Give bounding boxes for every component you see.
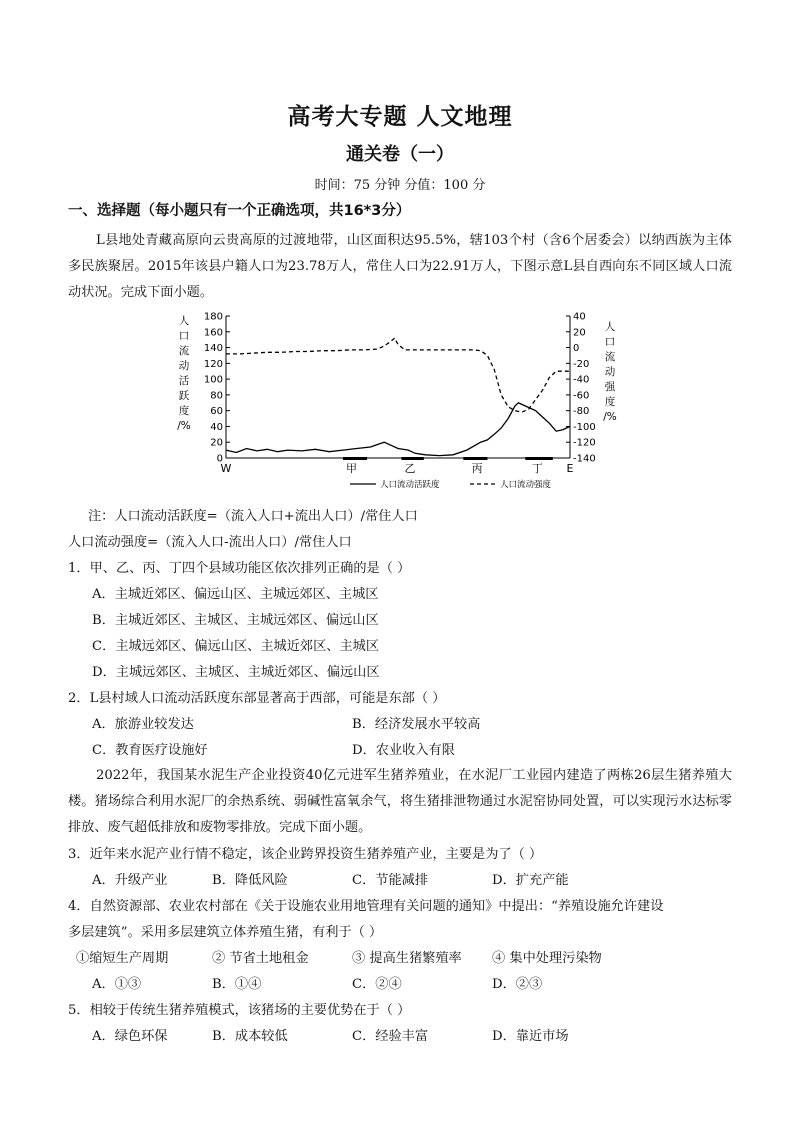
right-tick-label: -20 bbox=[573, 358, 590, 370]
x-axis-label: 甲 bbox=[346, 462, 358, 475]
left-axis-title-char: /% bbox=[177, 420, 191, 432]
q2-option-c[interactable]: C．教育医疗设施好 bbox=[92, 743, 208, 758]
right-tick-label: -100 bbox=[573, 421, 596, 433]
q4-item-4: ④ 集中处理污染物 bbox=[492, 951, 602, 966]
series-activity-line bbox=[226, 403, 570, 456]
right-axis-title-char: 人 bbox=[604, 321, 616, 333]
left-tick-label: 140 bbox=[203, 343, 223, 355]
q3-option-b[interactable]: B．降低风险 bbox=[212, 873, 288, 888]
question-4-line-2: 多层建筑”。采用多层建筑立体养殖生猪，有利于（ ） bbox=[68, 925, 383, 940]
left-tick-label: 160 bbox=[203, 327, 223, 339]
right-tick-label: -120 bbox=[573, 437, 596, 449]
zone-bar bbox=[343, 457, 367, 460]
legend-label-strength: 人口流动强度 bbox=[500, 480, 552, 490]
zone-bar bbox=[401, 457, 423, 460]
q4-item-3: ③ 提高生猪繁殖率 bbox=[352, 951, 462, 966]
right-axis-title-char: 度 bbox=[604, 396, 616, 408]
series-strength-line bbox=[226, 338, 570, 412]
q1-option-a[interactable]: A．主城近郊区、偏远山区、主城远郊区、主城区 bbox=[92, 587, 379, 602]
x-axis-label: 丙 bbox=[471, 462, 483, 475]
right-tick-label: -40 bbox=[573, 374, 590, 386]
right-tick-label: -60 bbox=[573, 390, 590, 402]
right-axis-title-char: 口 bbox=[604, 336, 616, 348]
left-tick-label: 180 bbox=[203, 311, 223, 323]
question-3: 3．近年来水泥产业行情不稳定，该企业跨界投资生猪养殖产业，主要是为了（ ） bbox=[68, 847, 543, 862]
page-subtitle: 通关卷（一） bbox=[346, 144, 454, 165]
q5-option-d[interactable]: D．靠近市场 bbox=[492, 1029, 569, 1044]
zone-bar bbox=[463, 457, 487, 460]
left-axis-title-char: 人 bbox=[178, 315, 190, 327]
q2-option-b[interactable]: B．经济发展水平较高 bbox=[352, 717, 481, 732]
x-axis-labels bbox=[221, 462, 574, 475]
passage-1: L县地处青藏高原向云贵高原的过渡地带，山区面积达95.5%，辖103个村（含6个居委会）以纳西族为主体多民族聚居。2015年该县户籍人口为23.78万人，常住人口为22.91万人，下图示意L县自西向东不同区域人口流动状况。完成下面小题。 bbox=[68, 233, 732, 300]
right-axis-title-char: 流 bbox=[604, 351, 616, 363]
q4-item-1: ①缩短生产周期 bbox=[76, 951, 169, 966]
left-axis-title-char: 活 bbox=[178, 375, 190, 387]
q5-option-a[interactable]: A．绿色环保 bbox=[92, 1029, 168, 1044]
right-axis-title-char: 强 bbox=[604, 381, 616, 393]
left-tick-label: 80 bbox=[210, 390, 223, 402]
left-axis-title-char: 动 bbox=[178, 360, 190, 372]
q4-item-2: ② 节省土地租金 bbox=[212, 951, 309, 966]
left-axis-title bbox=[177, 314, 191, 432]
note-strength-formula: 人口流动强度=（流入人口-流出人口）/常住人口 bbox=[68, 535, 352, 550]
left-axis-title-char: 口 bbox=[178, 330, 190, 342]
right-tick-label: -140 bbox=[573, 453, 596, 465]
x-axis-label: 丁 bbox=[531, 462, 543, 475]
zone-bar bbox=[525, 457, 553, 460]
x-axis-label: W bbox=[220, 462, 232, 475]
right-axis-title bbox=[603, 320, 617, 423]
page-title: 高考大专题 人文地理 bbox=[287, 104, 513, 130]
x-axis-label: 乙 bbox=[404, 462, 416, 475]
q2-option-a[interactable]: A．旅游业较发达 bbox=[92, 717, 194, 732]
q1-option-d[interactable]: D．主城远郊区、主城区、主城近郊区、偏远山区 bbox=[92, 665, 380, 680]
chart-legend bbox=[350, 479, 552, 490]
q4-option-a[interactable]: A．①③ bbox=[92, 977, 142, 992]
legend-label-activity: 人口流动活跃度 bbox=[380, 480, 440, 490]
exam-meta: 时间：75 分钟 分值：100 分 bbox=[314, 178, 486, 193]
right-tick-label: 20 bbox=[573, 327, 586, 339]
left-tick-label: 60 bbox=[210, 406, 223, 418]
x-axis-label: E bbox=[566, 462, 574, 475]
left-tick-label: 100 bbox=[203, 374, 223, 386]
question-4-line-1: 4．自然资源部、农业农村部在《关于设施农业用地管理有关问题的通知》中提出：“养殖设施允许建设 bbox=[68, 899, 664, 914]
right-tick-label: 0 bbox=[573, 343, 580, 355]
q3-option-d[interactable]: D．扩充产能 bbox=[492, 873, 569, 888]
question-2: 2．L县村域人口流动活跃度东部显著高于西部，可能是东部（ ） bbox=[68, 691, 446, 706]
left-axis-title-char: 度 bbox=[178, 405, 190, 417]
left-tick-label: 120 bbox=[203, 358, 223, 370]
right-tick-label: -80 bbox=[573, 406, 590, 418]
right-axis-title-char: 动 bbox=[604, 366, 616, 378]
passage-2: 2022年，我国某水泥生产企业投资40亿元进军生猪养殖业，在水泥厂工业园内建造了两栋26层生猪养殖大楼。猪场综合利用水泥厂的余热系统、弱碱性富氧余气，将生猪排泄物通过水泥窑协同处置，可以实现污水达标零排放、废气超低排放和废物零排放。完成下面小题。 bbox=[68, 768, 732, 835]
section-heading: 一、选择题（每小题只有一个正确选项，共16*3分） bbox=[68, 203, 411, 219]
q5-option-b[interactable]: B．成本较低 bbox=[212, 1029, 288, 1044]
left-tick-label: 0 bbox=[216, 453, 223, 465]
right-axis-title-char: /% bbox=[603, 411, 617, 423]
q4-option-d[interactable]: D．②③ bbox=[492, 977, 543, 992]
left-axis-title-char: 跃 bbox=[178, 390, 190, 402]
q3-option-a[interactable]: A．升级产业 bbox=[92, 873, 168, 888]
right-tick-label: 40 bbox=[573, 311, 586, 323]
q1-option-c[interactable]: C．主城远郊区、偏远山区、主城近郊区、主城区 bbox=[92, 639, 380, 654]
note-activity-formula: 注：人口流动活跃度=（流入人口+流出人口）/常住人口 bbox=[88, 509, 418, 524]
q5-option-c[interactable]: C．经验丰富 bbox=[352, 1029, 429, 1044]
q4-option-c[interactable]: C．②④ bbox=[352, 977, 402, 992]
question-1: 1．甲、乙、丙、丁四个县域功能区依次排列正确的是（ ） bbox=[68, 561, 411, 576]
q2-option-d[interactable]: D．农业收入有限 bbox=[352, 743, 455, 758]
left-axis-title-char: 流 bbox=[178, 345, 190, 357]
q1-option-b[interactable]: B．主城近郊区、主城区、主城远郊区、偏远山区 bbox=[92, 613, 379, 628]
left-tick-label: 20 bbox=[210, 437, 223, 449]
left-tick-label: 40 bbox=[210, 421, 223, 433]
q3-option-c[interactable]: C．节能减排 bbox=[352, 873, 429, 888]
population-flow-chart bbox=[170, 308, 640, 496]
q4-option-b[interactable]: B．①④ bbox=[212, 977, 262, 992]
question-5: 5．相较于传统生猪养殖模式，该猪场的主要优势在于（ ） bbox=[68, 1003, 411, 1018]
